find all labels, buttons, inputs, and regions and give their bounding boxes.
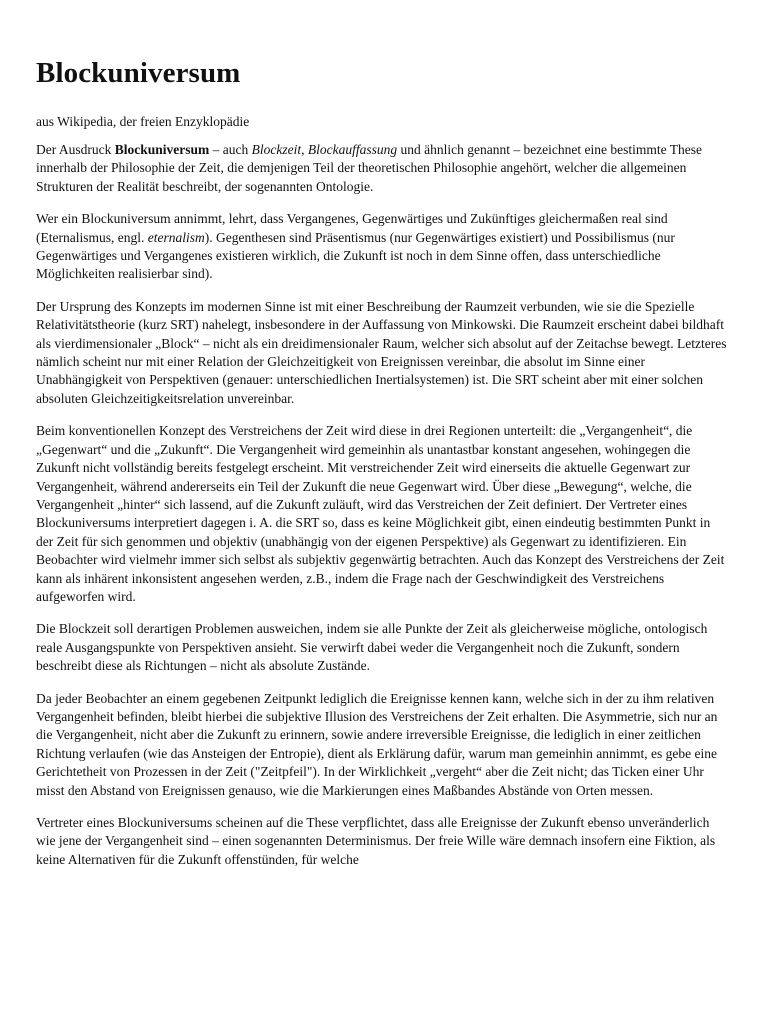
p1-text-d: und ähnlich genannt – bezeichnet eine bestimmte These innerhalb der Philosophie der Zeit, die demjenigen Teil der theoretischen Philosophie angehört, welcher die allgemeinen Strukturen der Realität beschreibt, der sogenannten Ontologie. <box>36 142 702 194</box>
p2-text-a: Wer ein Blockuniversum annimmt, lehrt, dass Vergangenes, Gegenwärtiges und Zukünftiges gleichermaßen real sind (Eternalismus, engl. <box>36 211 668 245</box>
paragraph-origin: Der Ursprung des Konzepts im modernen Sinne ist mit einer Beschreibung der Raumzeit verbunden, wie sie die Spezielle Relativitätstheorie (kurz SRT) nahelegt, insbesondere in der Auffassung von Minkowski. Die Raumzeit erscheint dabei bildhaft als vierdimensionaler „Block“ – nicht als ein dreidimensionaler Raum, welcher sich absolut auf der Zeitachse bewegt. Letzteres nämlich scheint nur mit einer Relation der Gleichzeitigkeit von Ereignissen vereinbar, die absolut im Sinne einer Unabhängigkeit von Perspektiven (genauer: unterschiedlichen Inertialsystemen) ist. Die SRT scheint aber mit einer solchen absoluten Gleichzeitigkeitsrelation unvereinbar. <box>36 298 727 406</box>
paragraph-eternalism <box>36 210 729 284</box>
paragraph-intro <box>36 141 729 196</box>
p1-alt-term-1: Blockzeit <box>251 142 302 157</box>
p1-text-c: , <box>301 142 308 157</box>
p1-text-a: Der Ausdruck <box>36 142 115 157</box>
p1-term: Blockuniversum <box>114 142 210 157</box>
paragraph-conventional-time: Beim konventionellen Konzept des Verstreichens der Zeit wird diese in drei Regionen unterteilt: die „Vergangenheit“, die „Gegenwart“ und die „Zukunft“. Die Vergangenheit wird gemeinhin als unantastbar konstant angesehen, wohingegen die Zukunft nicht vollständig bereits festgelegt erscheint. Mit verstreichender Zeit wird einerseits die aktuelle Gegenwart zur Vergangenheit, während andererseits ein Teil der Zukunft die neue Gegenwart wird. Über diese „Bewegung“, welche, die Vergangenheit „hinter“ sich lassend, auf die Zukunft zuläuft, wird das Verstreichen der Zeit definiert. Der Vertreter eines Blockuniversums interpretiert dagegen i. A. die SRT so, dass es keine Möglichkeit gibt, einen eindeutig bestimmten Punkt in der Zeit für sich genommen und objektiv (unabhängig von der eigenen Perspektive) als Gegenwart zu identifizieren. Ein Beobachter wird vielmehr immer sich selbst als subjektiv gegenwärtig betrachten. Auch das Konzept des Verstreichens der Zeit kann als inhärent inkonsistent angesehen werden, z.B., indem die Frage nach der Geschwindigkeit des Verstreichens aufgeworfen wird. <box>36 423 725 604</box>
page-title: Blockuniversum <box>36 57 241 89</box>
paragraph-blockzeit: Die Blockzeit soll derartigen Problemen ausweichen, indem sie alle Punkte der Zeit als gleicherweise mögliche, ontologisch reale Ausgangspunkte von Perspektiven ansieht. Sie verwirft dabei weder die Vergangenheit noch die Zukunft, sondern beschreibt diese als Richtungen – nicht als absolute Zustände. <box>36 621 708 674</box>
p1-text-b: – auch <box>209 142 252 157</box>
article <box>36 55 729 869</box>
p2-english-term: eternalism <box>147 229 205 245</box>
p1-alt-term-2: Blockauffassung <box>307 142 398 157</box>
paragraph-determinism: Vertreter eines Blockuniversums scheinen auf die These verpflichtet, dass alle Ereignisse der Zukunft ebenso unveränderlich wie jene der Vergangenheit sind – einen sogenannten Determinismus. Der freie Wille wäre demnach insofern eine Fiktion, als keine Alternativen für die Zukunft offenstünden, für welche <box>36 815 716 867</box>
page-subtitle: aus Wikipedia, der freien Enzyklopädie <box>36 114 250 129</box>
p2-text-b: ). Gegenthesen sind Präsentismus (nur Gegenwärtiges existiert) und Possibilismus (nur Gegenwärtiges und Vergangenes existieren wirklich, die Zukunft ist noch in dem Sinne offen, dass unterschiedliche Möglichkeiten realisierbar sind). <box>36 229 675 282</box>
paragraph-observer: Da jeder Beobachter an einem gegebenen Zeitpunkt lediglich die Ereignisse kennen kann, welche sich in der zu ihm relativen Vergangenheit befinden, bleibt hierbei die subjektive Illusion des Verstreichens der Zeit erhalten. Die Asymmetrie, sich nur an die Vergangenheit, nicht aber die Zukunft zu erinnern, sowie andere irreversible Ereignisse, die lediglich in einer zeitlichen Richtung verlaufen (wie das Ansteigen der Entropie), dient als Erklärung dafür, warum man gemeinhin annimmt, es gebe eine Gerichtetheit von Prozessen in der Zeit ("Zeitpfeil"). In der Wirklichkeit „vergeht“ aber die Zeit nicht; das Ticken einer Uhr misst den Abstand von Ereignissen genauso, wie die Markierungen eines Maßbandes Abstände von Orten messen. <box>36 690 718 798</box>
